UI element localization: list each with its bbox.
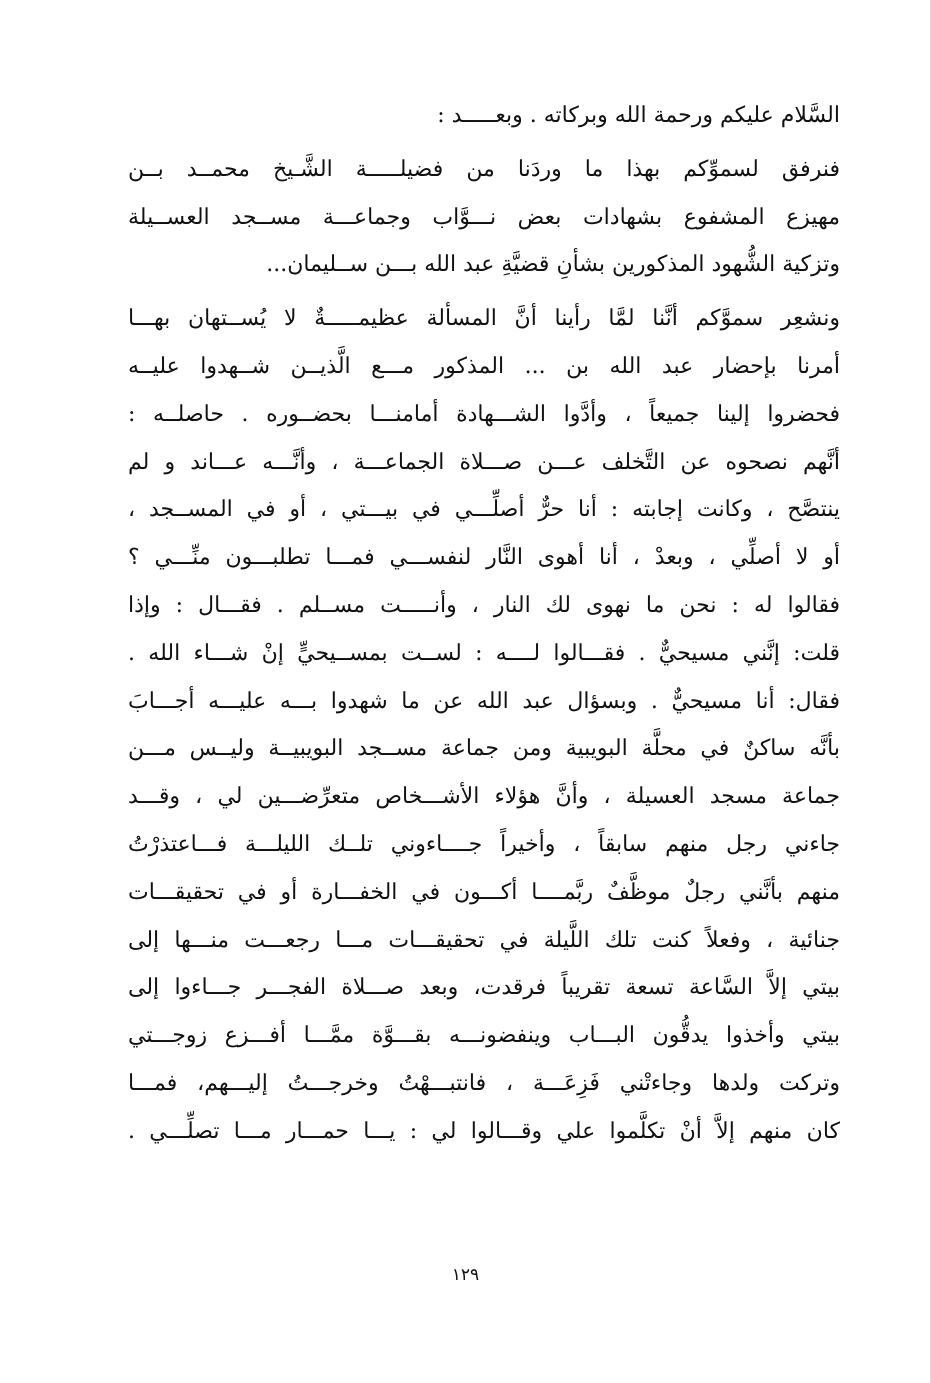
text-line: أمرنا بإحضار عبد الله بن ... المذكور مـــع الَّذيــن شــهدوا عليــه bbox=[128, 353, 840, 379]
text-line: وتركت ولدها وجاءتْني فَزِعَـــة ، فانتبـــهْتُ وخرجـــتُ إليـــهم، فمـــا bbox=[128, 1070, 840, 1096]
page-number: ١٢٩ bbox=[451, 1265, 480, 1285]
text-line: أنَّهم نصحوه عن التَّخلف عـــن صـــلاة الجماعـــة ، وأنَّـــه عـــاند و لم bbox=[128, 449, 840, 475]
text-line: فنرفق لسموِّكم بهذا ما وردَنا من فضيلـــــة الشَّـيخ محمــد بــن bbox=[128, 156, 840, 182]
text-line: بيتي إلاَّ السَّاعة تسعة تقريباً فرقدت، وبعد صـــلاة الفجـــر جـــاءوا إلى bbox=[128, 975, 840, 1001]
text-line: بيتي وأخذوا يدقُّون البـــاب وينفضونـــه بقـــوَّة ممَّـــا أفـــزع زوجـــتي bbox=[128, 1023, 840, 1049]
text-line: فقالوا له : نحن ما نهوى لك النار ، وأنـــــت مســلم . فقـــال : وإذا bbox=[128, 592, 840, 618]
text-line: جنائية ، وفعلاً كنت تلك اللَّيلة في تحقيقـــات مـــا رجعـــت منـــها إلى bbox=[128, 927, 840, 953]
text-line: مهيزع المشفوع بشهادات بعض نـــوَّاب وجماعـــة مســجد العســيلة bbox=[128, 204, 840, 230]
text-line: منهم بأنَّني رجلٌ موظَّفٌ ربَّمــــا أكـــون في الخفـــارة أو في تحقيقـــات bbox=[128, 879, 840, 905]
text-line: كان منهم إلاَّ أنْ تكلَّموا علي وقـــالوا لي : يـــا حمـــار مـــا تصلِّـــي . bbox=[128, 1118, 840, 1144]
greeting-line: السَّلام عليكم ورحمة الله وبركاته . وبعـــــد : bbox=[437, 103, 840, 128]
text-line: بأنَّه ساكنٌ في محلَّة البويبية ومن جماعة مســجد البويبيــة وليــس مـــن bbox=[128, 736, 840, 762]
text-line: أو لا أصلِّي ، وبعدْ ، أنا أهوى النَّار لنفســـي فمـــا تطلبـــون منِّـــي ؟ bbox=[128, 545, 840, 571]
text-line: وتزكية الشُّهود المذكورين بشأنِ قضيَّةِ عبد الله بـــن ســليمان... bbox=[266, 252, 840, 278]
text-line: فحضروا إلينا جميعاً ، وأدَّوا الشـــهادة أمامنـــا بحضــوره . حاصلــه : bbox=[128, 401, 840, 427]
text-line: ونشعِر سموَّكم أنَّنا لمَّا رأينا أنَّ المسألة عظيمـــــةٌ لا يُســتهان بهـــا bbox=[128, 306, 840, 332]
text-line: ينتصَّح ، وكانت إجابته : أنا حرٌّ أصلِّـــي في بيـــتي ، أو في المســجد ، bbox=[128, 497, 840, 523]
text-line: جماعة مسجد العسيلة ، وأنَّ هؤلاء الأشـــخاص متعرِّضـــين لي ، وقـــد bbox=[128, 784, 840, 810]
text-line: قلت: إنَّني مسيحيٌّ . فقـــالوا لــــه : لســت بمســيحيٍّ إنْ شـــاء الله . bbox=[128, 640, 840, 666]
text-line: جاءني رجل منهم سابقاً ، وأخيراً جــــاءوني تلــك الليلـــة فـــاعتذرْتُ bbox=[128, 831, 840, 857]
text-line: فقال: أنا مسيحيٌّ . وبسؤال عبد الله عن ما شهدوا بـــه عليـــه أجـــابَ bbox=[128, 688, 840, 714]
body-text bbox=[128, 92, 840, 1156]
